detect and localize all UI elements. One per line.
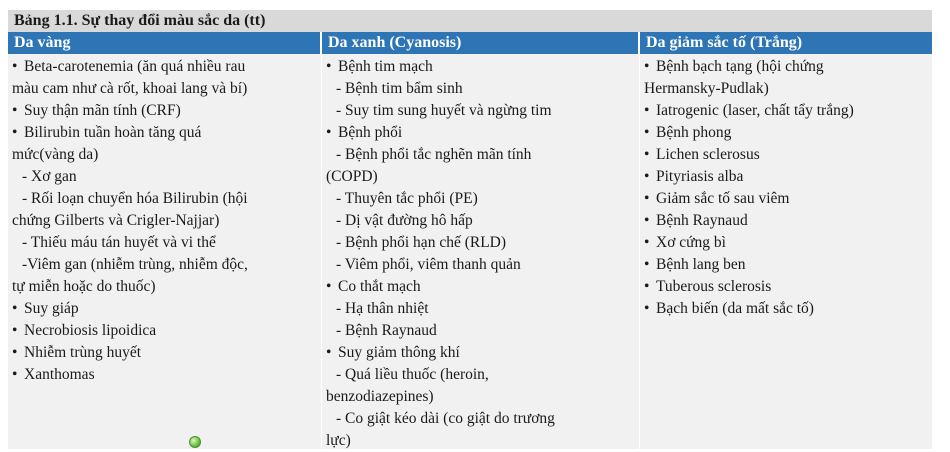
sub-list-item: - Xơ gan	[22, 168, 77, 185]
list-item: • Bệnh lang ben	[644, 254, 928, 276]
sub-list-item: - Hạ thân nhiệt	[336, 300, 429, 317]
list-item-continuation: mức(vàng da)	[12, 146, 99, 163]
list-item: • Tuberous sclerosis	[644, 276, 928, 298]
list-item: • Suy giảm thông khí	[326, 342, 635, 364]
list-item-continuation: (COPD)	[326, 168, 378, 185]
header-white-skin: Da giảm sắc tố (Trắng)	[646, 34, 803, 51]
list-item: • Nhiễm trùng huyết	[12, 342, 317, 364]
list-item: • Bệnh phổi	[326, 122, 635, 144]
list-item: • Xanthomas	[12, 364, 317, 386]
sub-list-item: - Thiếu máu tán huyết và vi thể	[22, 234, 216, 251]
column-white-skin	[640, 54, 932, 449]
list-item: • Necrobiosis lipoidica	[12, 320, 317, 342]
list-item: • Xơ cứng bì	[644, 232, 928, 254]
sub-list-item: - Dị vật đường hô hấp	[336, 212, 473, 229]
list-item: • Suy giáp	[12, 298, 317, 320]
list-item-continuation: màu cam như cà rốt, khoai lang và bí)	[12, 80, 248, 97]
list-item: • Beta-carotenemia (ăn quá nhiều rau	[12, 56, 317, 78]
list-item: • Bệnh bạch tạng (hội chứng	[644, 56, 928, 78]
table-body-row	[8, 54, 932, 449]
sub-list-item: - Bệnh Raynaud	[336, 322, 437, 339]
list-item: • Bạch biến (da mất sắc tố)	[644, 298, 928, 320]
sub-list-item: - Viêm phổi, viêm thanh quản	[336, 256, 521, 273]
sub-list-item: - Co giật kéo dài (co giật do trương	[336, 410, 555, 427]
list-item-continuation: chứng Gilberts và Crigler-Najjar)	[12, 212, 220, 229]
header-yellow-skin: Da vàng	[8, 32, 322, 54]
table-header-row	[8, 32, 932, 54]
list-item: • Bệnh tim mạch	[326, 56, 635, 78]
list-item-continuation: benzodiazepines)	[326, 388, 434, 405]
sub-list-item: - Thuyên tắc phổi (PE)	[336, 190, 478, 207]
list-item: • Iatrogenic (laser, chất tẩy trắng)	[644, 100, 928, 122]
list-item-continuation: Hermansky-Pudlak)	[644, 80, 769, 97]
list-item: • Giảm sắc tố sau viêm	[644, 188, 928, 210]
sub-list-item: - Quá liều thuốc (heroin,	[336, 366, 489, 383]
color-change-table	[8, 10, 932, 449]
sub-list-item: - Bệnh phổi tắc nghẽn mãn tính	[336, 146, 532, 163]
list-item: • Bệnh Raynaud	[644, 210, 928, 232]
column-blue-skin	[322, 54, 640, 449]
green-dot-icon	[189, 436, 201, 448]
sub-list-item: - Bệnh tim bẩm sinh	[336, 80, 463, 97]
sub-list-item: - Suy tim sung huyết và ngừng tim	[336, 102, 552, 119]
column-yellow-skin	[8, 54, 322, 449]
list-item: • Bilirubin tuần hoàn tăng quá	[12, 122, 317, 144]
list-item: • Pityriasis alba	[644, 166, 928, 188]
list-item: • Lichen sclerosus	[644, 144, 928, 166]
list-item: • Bệnh phong	[644, 122, 928, 144]
sub-list-item: -Viêm gan (nhiễm trùng, nhiễm độc,	[22, 256, 248, 273]
sub-list-item: - Rối loạn chuyển hóa Bilirubin (hội	[22, 190, 248, 207]
list-item: • Suy thận mãn tính (CRF)	[12, 100, 317, 122]
list-item-continuation: tự miễn hoặc do thuốc)	[12, 278, 156, 295]
list-item-continuation: lực)	[326, 432, 351, 449]
table-caption: Bảng 1.1. Sự thay đổi màu sắc da (tt)	[8, 10, 932, 32]
sub-list-item: - Bệnh phổi hạn chế (RLD)	[336, 234, 507, 251]
header-blue-skin: Da xanh (Cyanosis)	[322, 32, 640, 54]
list-item: • Co thắt mạch	[326, 276, 635, 298]
